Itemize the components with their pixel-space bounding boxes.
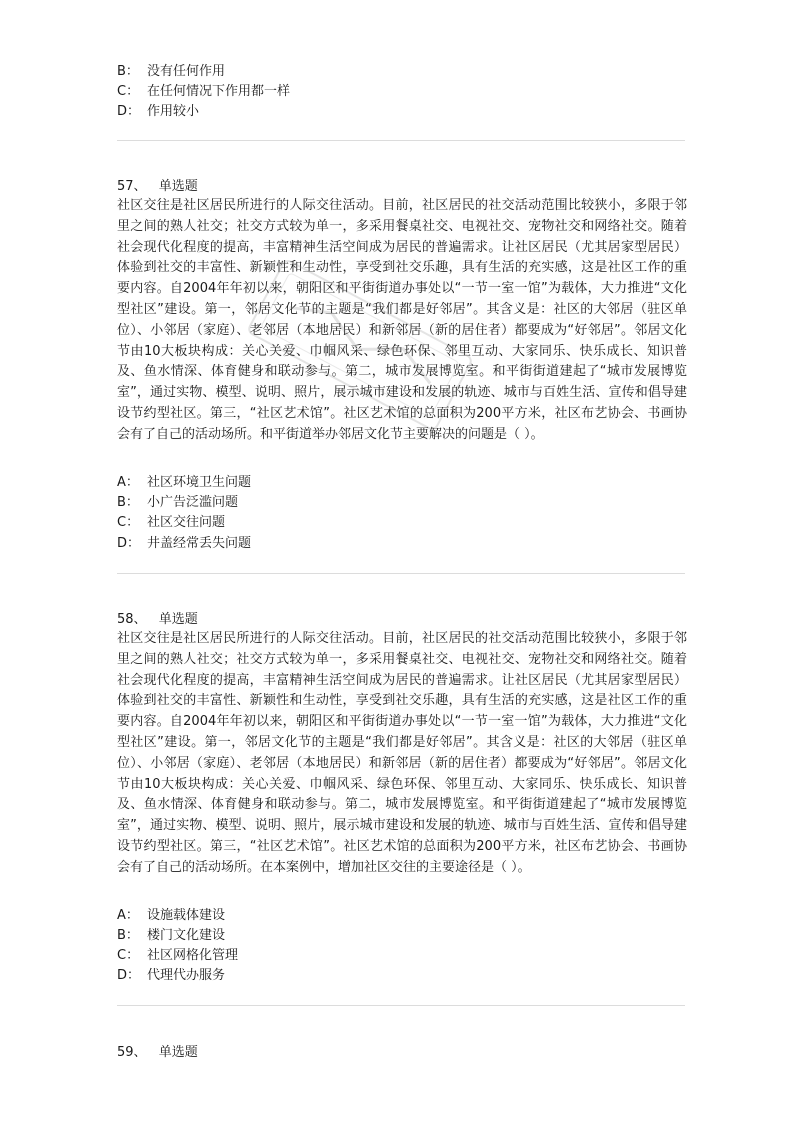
- option-text: 代理代办服务: [147, 968, 226, 983]
- option-text: 在任何情况下作用都一样: [147, 84, 291, 99]
- q57-option-a: [117, 473, 251, 493]
- option-text: 楼门文化建设: [147, 928, 226, 943]
- q58-option-d: [117, 966, 225, 986]
- option-letter: C：: [117, 948, 140, 963]
- question-type: 单选题: [158, 1045, 198, 1060]
- option-text: 社区交往问题: [147, 515, 226, 530]
- option-letter: B：: [117, 495, 139, 510]
- option-letter: A：: [117, 475, 139, 490]
- question-number: 57、: [117, 179, 147, 194]
- question-divider: [117, 1005, 685, 1006]
- option-letter: D：: [117, 968, 141, 983]
- q57-option-d: [117, 534, 251, 554]
- prev-option-c: [117, 82, 290, 102]
- q58-option-c: [117, 946, 238, 966]
- option-letter: C：: [117, 515, 140, 530]
- question-divider: [117, 573, 685, 574]
- option-text: 设施载体建设: [147, 908, 226, 923]
- option-text: 作用较小: [147, 104, 200, 119]
- option-letter: C：: [117, 84, 140, 99]
- question-number: 58、: [117, 612, 147, 627]
- question-57-stem: 社区交往是社区居民所进行的人际交往活动。目前，社区居民的社交活动范围比较狭小，多限于邻里之间的熟人社交；社交方式较为单一，多采用餐桌社交、电视社交、宠物社交和网络社交。随着社会现代化程度的提高，丰富精神生活空间成为居民的普遍需求。让社区居民（尤其居家型居民）体验到社交的丰富性、新颖性和生动性，享受到社交乐趣，具有生活的充实感，这是社区工作的重要内容。自2004年年初以来，朝阳区和平街街道办事处以“一节一室一馆”为载体，大力推进“文化型社区”建设。第一，邻居文化节的主题是“我们都是好邻居”。其含义是：社区的大邻居（驻区单位）、小邻居（家庭）、老邻居（本地居民）和新邻居（新的居住者）都要成为“好邻居”。邻居文化节由10大板块构成：关心关爱、巾帼风采、绿色环保、邻里互动、大家同乐、快乐成长、知识普及、鱼水情深、体育健身和联动参与。第二，城市发展博览室。和平街街道建起了“城市发展博览室”，通过实物、模型、说明、照片，展示城市建设和发展的轨迹、城市与百姓生活、宣传和倡导建设节约型社区。第三，“社区艺术馆”。社区艺术馆的总面积为200平方米，社区布艺协会、书画协会有了自己的活动场所。和平街道举办邻居文化节主要解决的问题是（ ）。: [117, 198, 687, 442]
- question-58-stem: 社区交往是社区居民所进行的人际交往活动。目前，社区居民的社交活动范围比较狭小，多限于邻里之间的熟人社交；社交方式较为单一，多采用餐桌社交、电视社交、宠物社交和网络社交。随着社会现代化程度的提高，丰富精神生活空间成为居民的普遍需求。让社区居民（尤其居家型居民）体验到社交的丰富性、新颖性和生动性，享受到社交乐趣，具有生活的充实感，这是社区工作的重要内容。自2004年年初以来，朝阳区和平街街道办事处以“一节一室一馆”为载体，大力推进“文化型社区”建设。第一，邻居文化节的主题是“我们都是好邻居”。其含义是：社区的大邻居（驻区单位）、小邻居（家庭）、老邻居（本地居民）和新邻居（新的居住者）都要成为“好邻居”。邻居文化节由10大板块构成：关心关爱、巾帼风采、绿色环保、邻里互动、大家同乐、快乐成长、知识普及、鱼水情深、体育健身和联动参与。第二，城市发展博览室。和平街街道建起了“城市发展博览室”，通过实物、模型、说明、照片，展示城市建设和发展的轨迹、城市与百姓生活、宣传和倡导建设节约型社区。第三，“社区艺术馆”。社区艺术馆的总面积为200平方米，社区布艺协会、书画协会有了自己的活动场所。在本案例中，增加社区交往的主要途径是（ ）。: [117, 631, 687, 875]
- option-text: 没有任何作用: [147, 64, 226, 79]
- q58-option-a: [117, 906, 225, 926]
- option-letter: A：: [117, 908, 139, 923]
- option-letter: D：: [117, 536, 141, 551]
- question-59-header: [117, 1043, 198, 1063]
- q57-option-c: [117, 513, 225, 533]
- option-text: 社区网格化管理: [147, 948, 239, 963]
- question-divider: [117, 140, 685, 141]
- q58-option-b: [117, 926, 225, 946]
- question-type: 单选题: [158, 179, 198, 194]
- question-57-header: [117, 177, 198, 197]
- option-letter: B：: [117, 64, 139, 79]
- question-58-header: [117, 610, 198, 630]
- prev-option-b: [117, 62, 225, 82]
- option-letter: B：: [117, 928, 139, 943]
- option-text: 井盖经常丢失问题: [147, 536, 252, 551]
- option-letter: D：: [117, 104, 141, 119]
- prev-option-d: [117, 102, 199, 122]
- question-type: 单选题: [158, 612, 198, 627]
- question-number: 59、: [117, 1045, 147, 1060]
- option-text: 小广告泛滥问题: [147, 495, 239, 510]
- q57-option-b: [117, 493, 238, 513]
- option-text: 社区环境卫生问题: [147, 475, 252, 490]
